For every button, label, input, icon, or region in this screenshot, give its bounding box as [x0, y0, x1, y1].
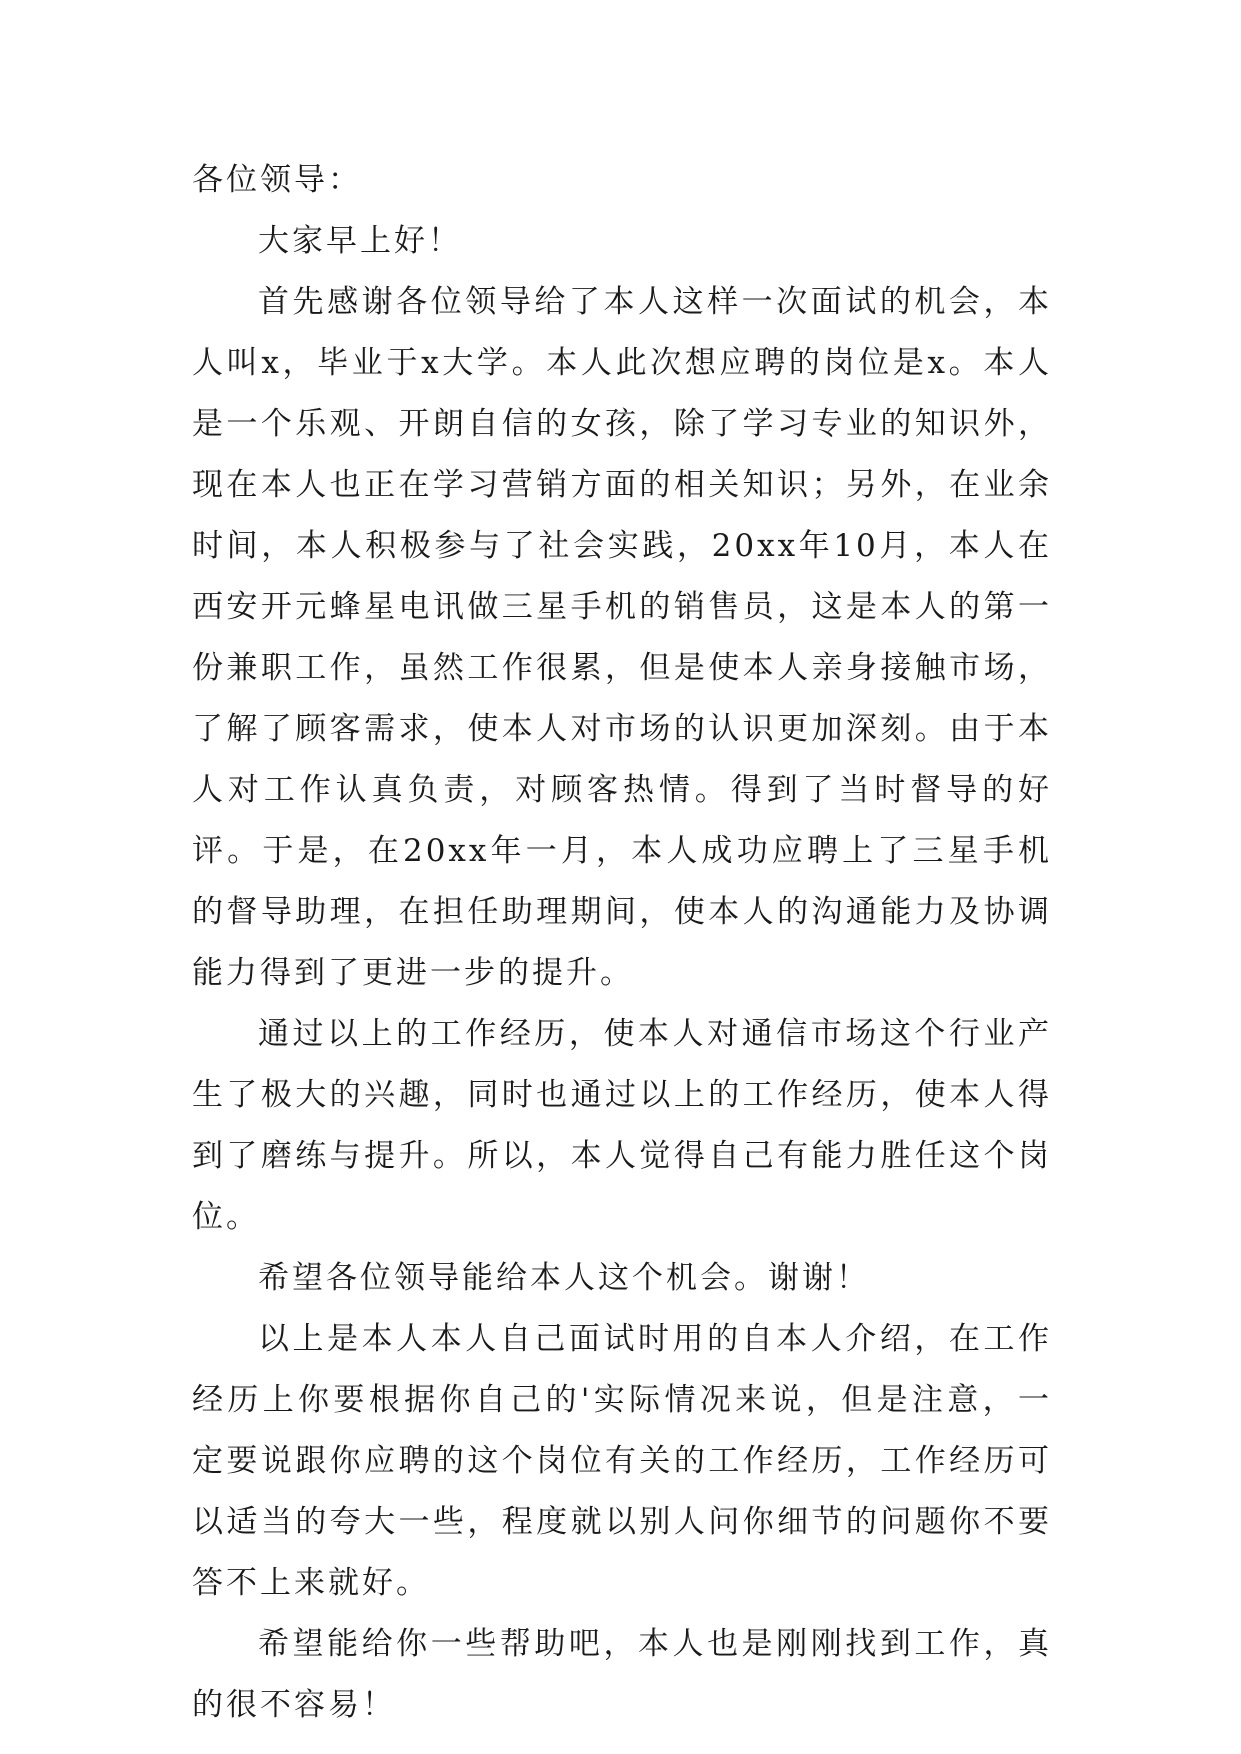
document-body: [192, 150, 1052, 1736]
salutation: 各位领导：: [192, 162, 362, 198]
greeting-paragraph: 大家早上好！: [258, 223, 462, 259]
advice-paragraph: 以上是本人本人自己面试时用的自本人介绍，在工作经历上你要根据你自己的'实际情况来说，但是注意，一定要说跟你应聘的这个岗位有关的工作经历，工作经历可以适当的夸大一些，程度就以别人问你细节的问题你不要答不上来就好。: [192, 1321, 1052, 1601]
closing-paragraph: 希望各位领导能给本人这个机会。谢谢！: [258, 1260, 870, 1296]
experience-summary-paragraph: 通过以上的工作经历，使本人对通信市场这个行业产生了极大的兴趣，同时也通过以上的工作经历，使本人得到了磨练与提升。所以，本人觉得自己有能力胜任这个岗位。: [192, 1016, 1052, 1235]
final-note-paragraph: 希望能给你一些帮助吧，本人也是刚刚找到工作，真的很不容易！: [192, 1626, 1052, 1723]
introduction-paragraph: 首先感谢各位领导给了本人这样一次面试的机会，本人叫x，毕业于x大学。本人此次想应聘的岗位是x。本人是一个乐观、开朗自信的女孩，除了学习专业的知识外，现在本人也正在学习营销方面的相关知识；另外，在业余时间，本人积极参与了社会实践，20xx年10月，本人在西安开元蜂星电讯做三星手机的销售员，这是本人的第一份兼职工作，虽然工作很累，但是使本人亲身接触市场，了解了顾客需求，使本人对市场的认识更加深刻。由于本人对工作认真负责，对顾客热情。得到了当时督导的好评。于是，在20xx年一月，本人成功应聘上了三星手机的督导助理，在担任助理期间，使本人的沟通能力及协调能力得到了更进一步的提升。: [192, 284, 1052, 991]
